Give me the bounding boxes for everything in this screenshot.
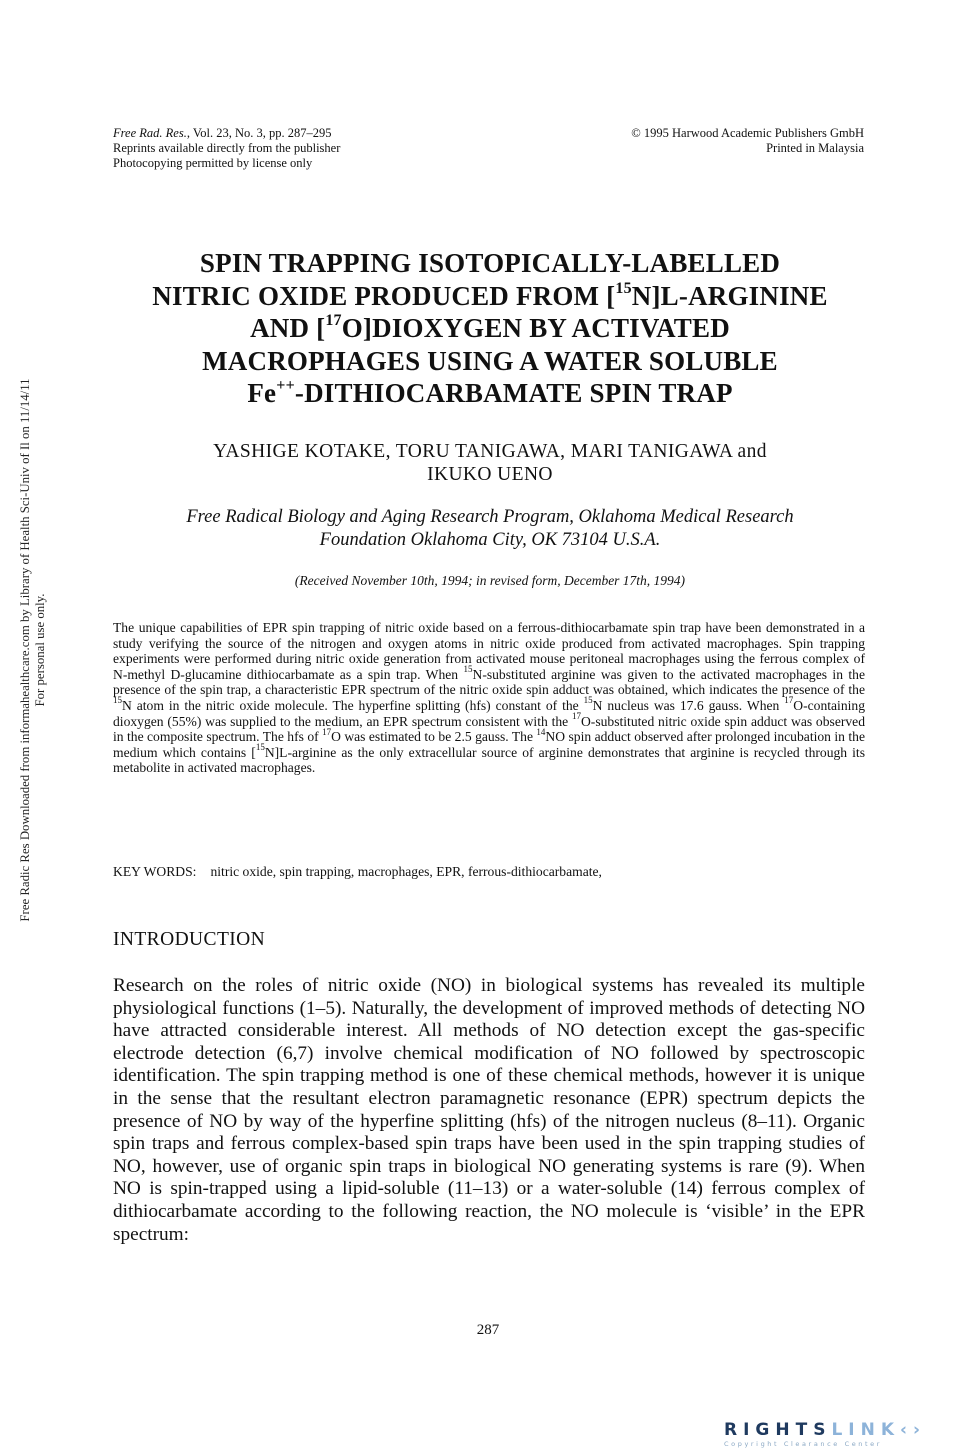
rightslink-logo[interactable]: [724, 1420, 959, 1452]
keywords: [113, 864, 602, 880]
title-line: NITRIC OXIDE PRODUCED FROM [$^{15}$N]L-ARGININE: [152, 279, 828, 311]
printed-line: Printed in Malaysia: [766, 141, 864, 155]
download-watermark: [18, 378, 48, 1080]
download-watermark-line: Free Radic Res Downloaded from informahealthcare.com by Library of Health Sci-Univ of Il on 11/14/11: [18, 378, 32, 922]
affiliation: Free Radical Biology and Aging Research Program, Oklahoma Medical Research Foundation Oklahoma City, OK 73104 U.S.A.: [186, 507, 794, 550]
title-line: SPIN TRAPPING ISOTOPICALLY-LABELLED: [199, 248, 781, 278]
keywords-label: KEY WORDS:: [113, 864, 197, 879]
title-line: MACROPHAGES USING A WATER SOLUBLE: [202, 345, 778, 376]
section-heading-introduction: INTRODUCTION: [113, 929, 266, 950]
rightslink-logo-dark: RIGHTS: [724, 1420, 832, 1440]
page-number: 287: [476, 1322, 500, 1338]
abstract: The unique capabilities of EPR spin trapping of nitric oxide based on a ferrous-dithiocarbamate spin trap have been demonstrated in a study verifying the source of the nitrogen and oxygen atoms in nitric oxide produced from activated macrophages. Spin trapping experiments were performed during nitric oxide generation from activated mouse peritoneal macrophages using the ferrous complex of N-methyl D-glucamine dithiocarbamate as a spin trap. When $^{15}$N-substituted arginine was given to the activated macrophages in the presence of the spin trap, a characteristic EPR spectrum of the nitric oxide spin adduct was obtained, which indicates the presence of the $^{15}$N atom in the nitric oxide molecule. The hyperfine splitting (hfs) constant of the $^{15}$N nucleus was 17.6 gauss. When $^{17}$O-containing dioxygen (55%) was supplied to the medium, an EPR spectrum consistent with the $^{17}$O-substituted nitric oxide spin adduct was observed in the composite spectrum. The hfs of $^{17}$O was estimated to be 2.5 gauss. The $^{14}$NO spin adduct observed after prolonged incubation in the medium which contains [$^{15}$N]L-arginine as the only extracellular source of arginine demonstrates that arginine is recycled through its metabolite in activated macrophages.: [113, 620, 866, 776]
paper-title: [110, 247, 870, 410]
journal-header-right: [631, 126, 864, 156]
received-dates: (Received November 10th, 1994; in revised form, December 17th, 1994): [294, 573, 686, 588]
download-watermark-line: For personal use only.: [33, 593, 47, 707]
journal-header-left: [113, 126, 340, 171]
title-line: AND [$^{17}$O]DIOXYGEN BY ACTIVATED: [250, 312, 730, 343]
author-list: YASHIGE KOTAKE, TORU TANIGAWA, MARI TANIGAWA and IKUKO UENO: [213, 441, 767, 485]
reprints-note: Reprints available directly from the publisher: [113, 141, 341, 155]
rightslink-tagline: Copyright Clearance Center: [724, 1440, 883, 1448]
copyright-line: © 1995 Harwood Academic Publishers GmbH: [631, 126, 864, 140]
introduction-paragraph: Research on the roles of nitric oxide (NO) in biological systems has revealed its multiple physiological functions (1–5). Naturally, the development of improved methods of detecting NO have attracted considerable interest. All methods of NO detection except the gas-specific electrode detection (6,7) involve chemical modification of NO followed by spectroscopic identification. The spin trapping method is one of these chemical methods, however it is unique in the sense that the resultant electron paramagnetic resonance (EPR) spectrum depicts the presence of NO by way of the hyperfine splitting (hfs) of the nitrogen nucleus (8–11). Organic spin traps and ferrous complex-based spin traps have been used in the spin trapping studies of NO, however, use of organic spin traps in biological NO generating systems is rare (9). When NO is spin-trapped using a lipid-soluble (11–13) or a water-soluble (14) ferrous complex of dithiocarbamate according to the following reaction, the NO molecule is ‘visible’ in the EPR spectrum:: [113, 975, 865, 1245]
journal-citation: Free Rad. Res., Vol. 23, No. 3, pp. 287–295: [113, 126, 332, 140]
title-line: Fe++-DITHIOCARBAMATE SPIN TRAP: [247, 377, 733, 408]
keywords-text: nitric oxide, spin trapping, macrophages, EPR, ferrous-dithiocarbamate,: [210, 864, 602, 879]
rightslink-arrow-icon: ‹›: [900, 1420, 927, 1440]
rightslink-logo-light: LINK: [831, 1420, 900, 1440]
photocopy-note: Photocopying permitted by license only: [113, 156, 313, 170]
